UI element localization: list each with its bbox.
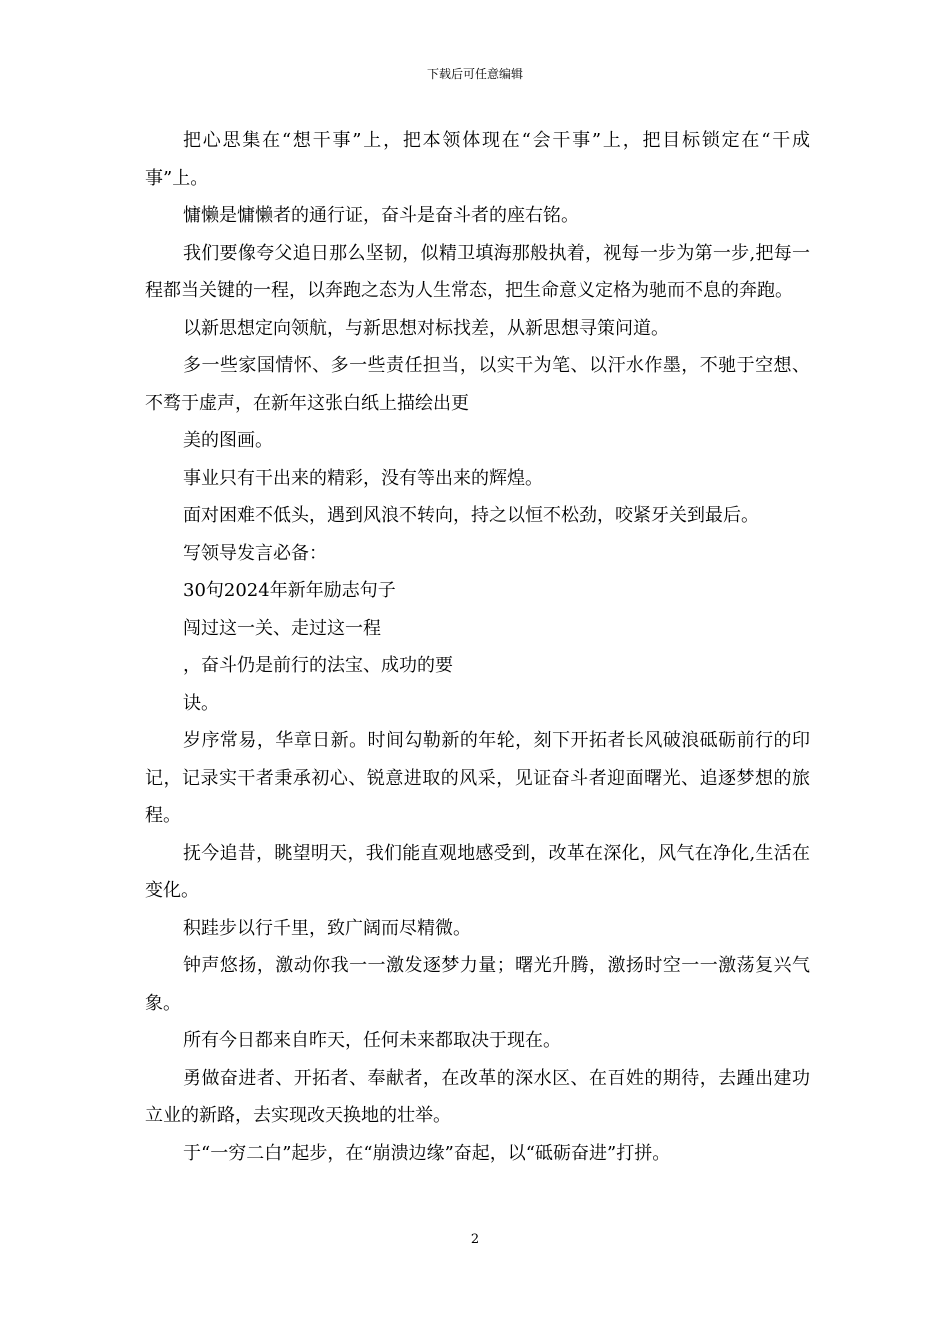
paragraph: 所有今日都来自昨天，任何未来都取决于现在。	[183, 1030, 561, 1051]
paragraph: 30句2024年新年励志句子	[183, 580, 396, 601]
page-header: 下载后可任意编辑	[426, 67, 523, 81]
paragraph: 多一些家国情怀、多一些责任担当，以实干为笔、以汗水作墨，不驰于空想、不骛于虚声，在新年这张白纸上描绘出更	[145, 355, 810, 414]
document-body	[145, 122, 810, 1172]
paragraph: 我们要像夸父追日那么坚韧，似精卫填海那般执着，视每一步为第一步,把每一程都当关键的一程，以奔跑之态为人生常态，把生命意义定格为驰而不息的奔跑。	[145, 242, 810, 301]
paragraph: ，奋斗仍是前行的法宝、成功的要	[183, 655, 453, 676]
paragraph: 勇做奋进者、开拓者、奉献者，在改革的深水区、在百姓的期待，去踵出建功立业的新路，去实现改天换地的壮举。	[145, 1067, 810, 1126]
paragraph: 于“一穷二白”起步，在“崩溃边缘”奋起，以“砥砺奋进”打拼。	[183, 1142, 671, 1164]
paragraph: 诀。	[183, 692, 219, 714]
paragraph: 岁序常易，华章日新。时间勾勒新的年轮，刻下开拓者长风破浪砥砺前行的印记，记录实干者秉承初心、锐意进取的风采，见证奋斗者迎面曙光、追逐梦想的旅程。	[145, 730, 810, 826]
paragraph: 把心思集在“想干事”上，把本领体现在“会干事”上，把目标锁定在“干成事”上。	[145, 130, 810, 189]
paragraph: 写领导发言必备：	[183, 542, 327, 564]
paragraph: 钟声悠扬，激动你我一一激发逐梦力量；曙光升腾，激扬时空一一激荡复兴气象。	[145, 955, 810, 1014]
paragraph: 以新思想定向领航，与新思想对标找差，从新思想寻策问道。	[183, 317, 669, 339]
paragraph: 抚今追昔，眺望明天，我们能直观地感受到，改革在深化，风气在净化,生活在变化。	[145, 842, 810, 901]
paragraph: 闯过这一关、走过这一程	[183, 617, 381, 639]
paragraph: 积跬步以行千里，致广阔而尽精微。	[183, 917, 471, 939]
paragraph: 事业只有干出来的精彩，没有等出来的辉煌。	[183, 467, 543, 489]
paragraph: 面对困难不低头，遇到风浪不转向，持之以恒不松劲，咬紧牙关到最后。	[183, 505, 759, 526]
paragraph: 慵懒是慵懒者的通行证，奋斗是奋斗者的座右铭。	[183, 205, 579, 226]
page-number: 2	[470, 1232, 480, 1247]
paragraph: 美的图画。	[183, 430, 273, 451]
